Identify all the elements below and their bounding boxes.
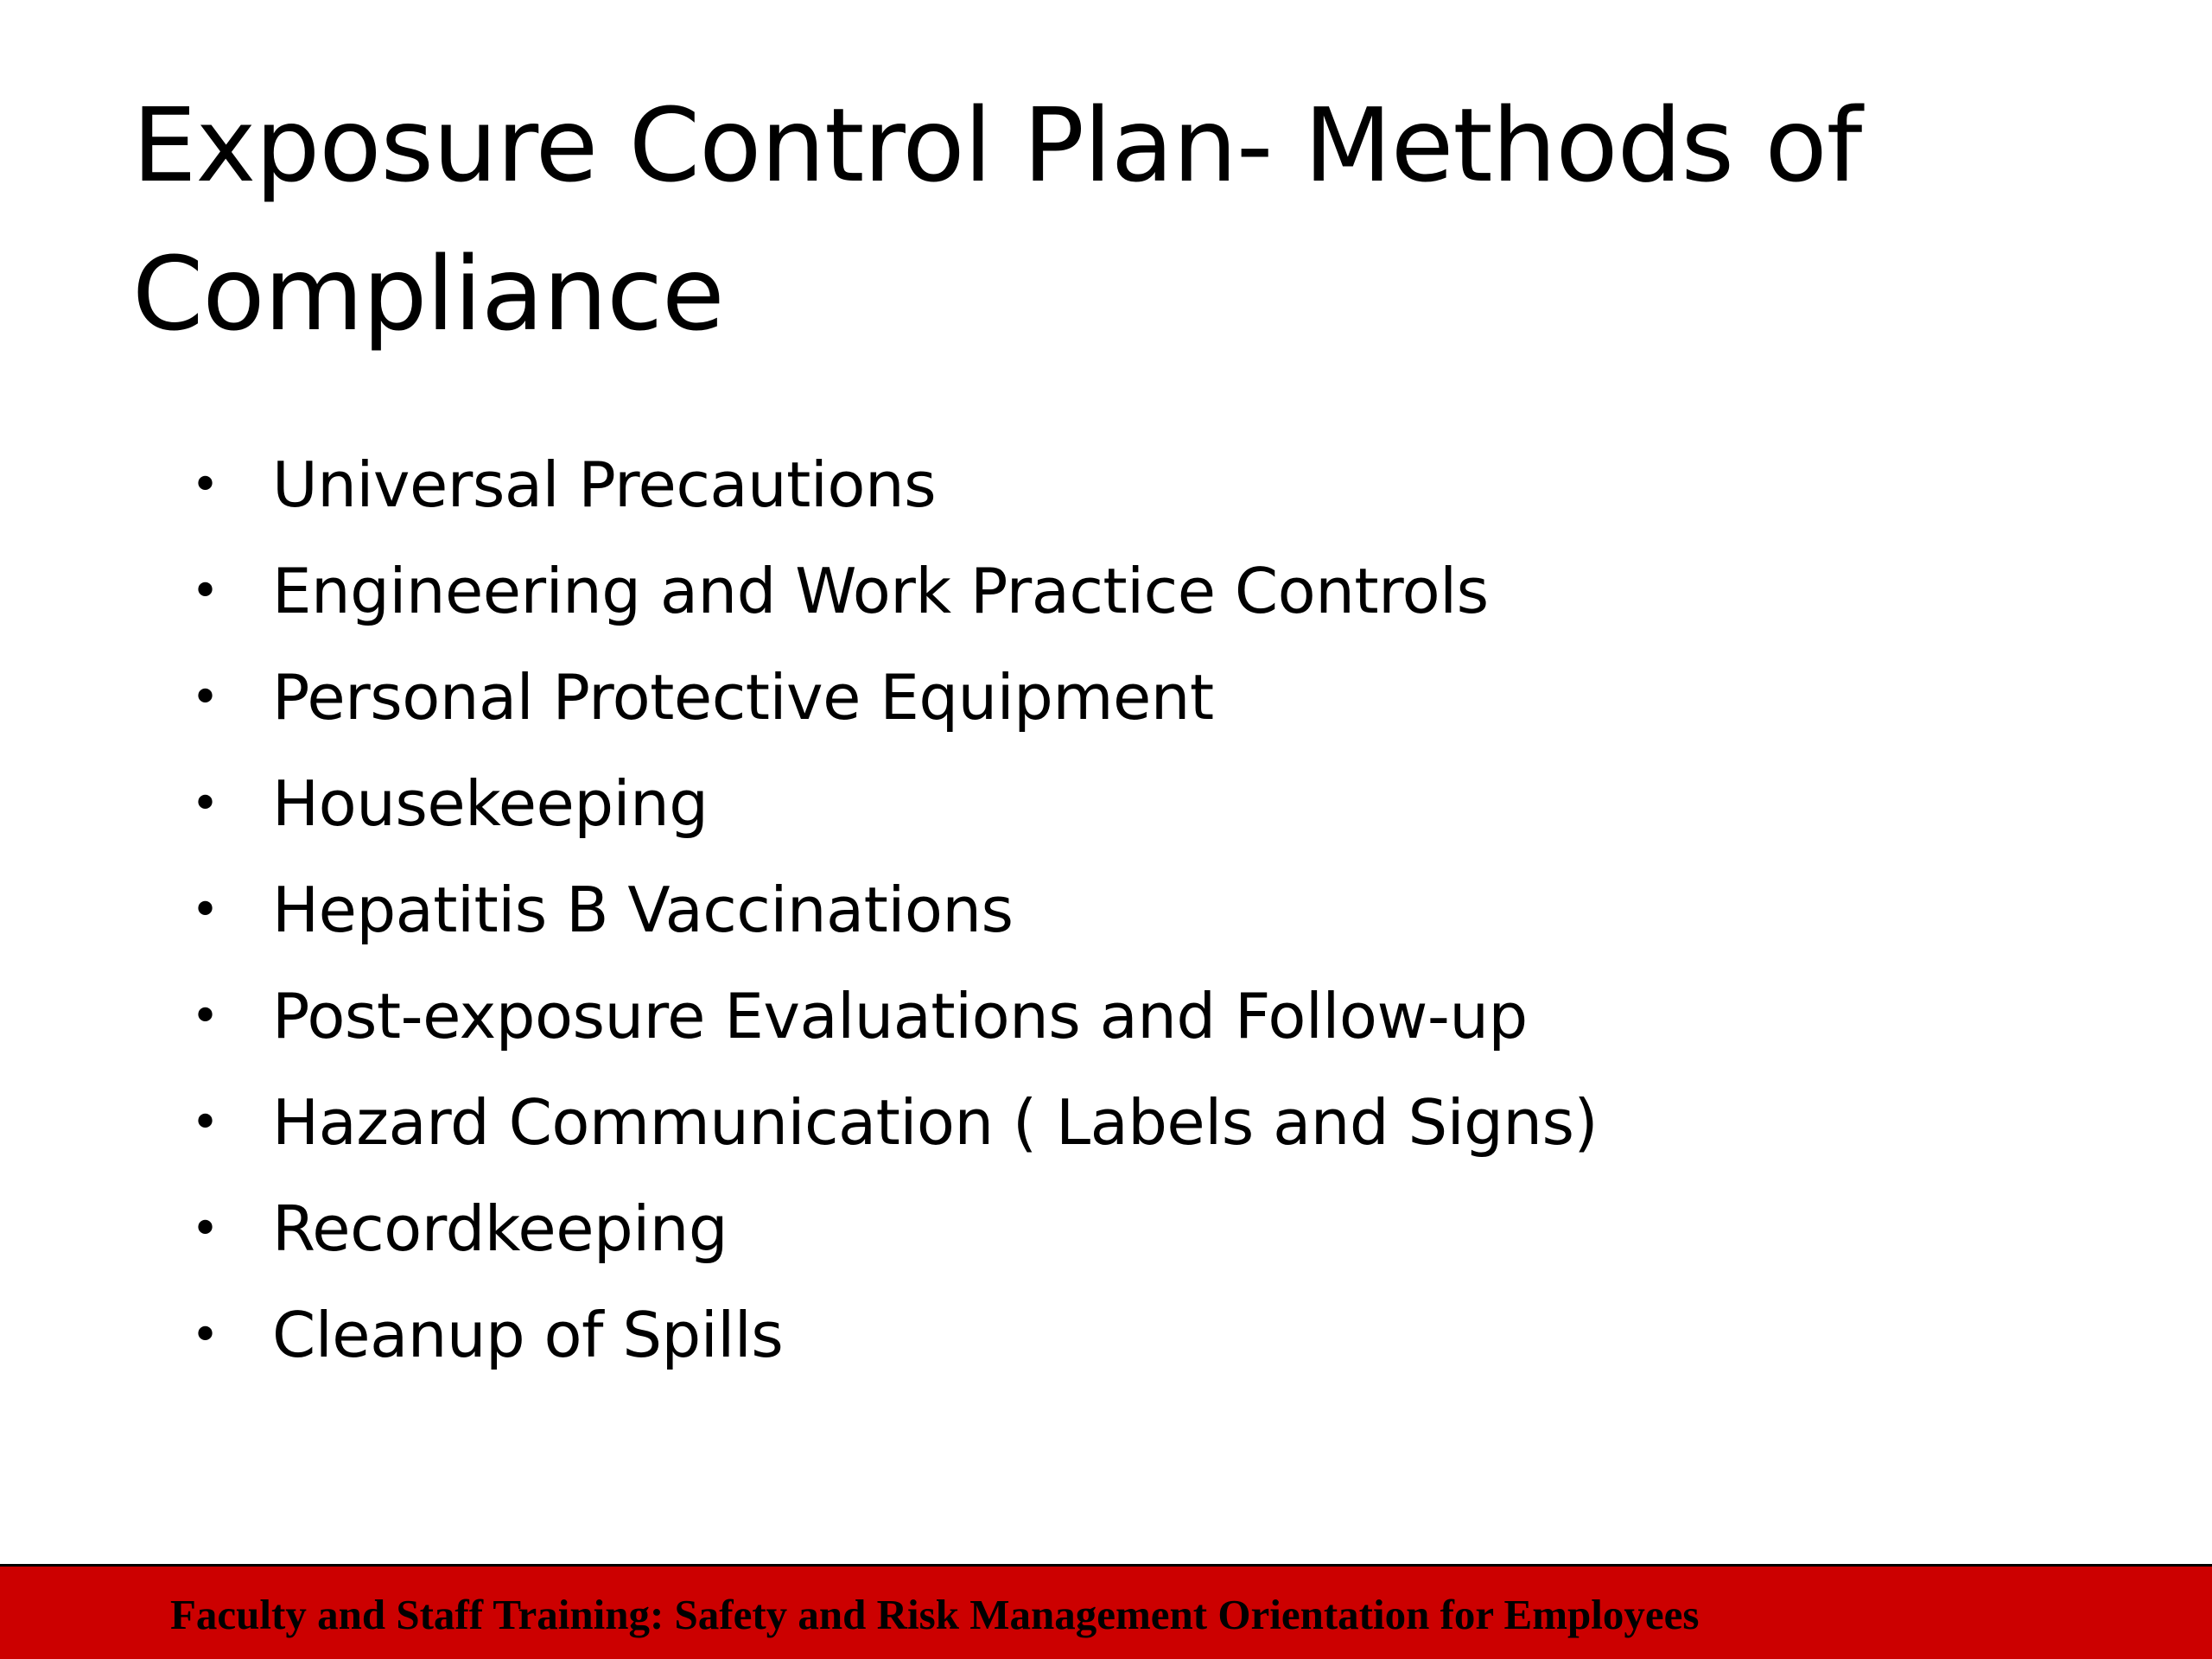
bullet-icon: • (191, 670, 219, 726)
footer-text: Faculty and Staff Training: Safety and Risk Management Orientation for Employees (170, 1591, 1700, 1638)
bullet-text: Cleanup of Spills (272, 1299, 784, 1371)
bullet-text: Hazard Communication ( Labels and Signs) (272, 1086, 1599, 1159)
bullet-icon: • (191, 563, 219, 620)
bullet-icon: • (191, 988, 219, 1045)
bullet-icon: • (191, 457, 219, 513)
footer-bar (0, 1564, 2212, 1659)
bullet-text: Hepatitis B Vaccinations (272, 874, 1014, 946)
bullet-text: Personal Protective Equipment (272, 661, 1214, 734)
slide-title: Exposure Control Plan- Methods of Compliance (132, 86, 1862, 353)
bullet-icon: • (191, 776, 219, 832)
bullet-text: Recordkeeping (272, 1192, 728, 1265)
bullet-icon: • (191, 882, 219, 938)
bullet-text: Universal Precautions (272, 448, 937, 521)
bullet-icon: • (191, 1307, 219, 1363)
bullet-text: Post-exposure Evaluations and Follow-up (272, 980, 1528, 1052)
bullet-icon: • (191, 1095, 219, 1151)
bullet-text: Engineering and Work Practice Controls (272, 555, 1489, 627)
bullet-text: Housekeeping (272, 767, 709, 840)
bullet-icon: • (191, 1201, 219, 1257)
